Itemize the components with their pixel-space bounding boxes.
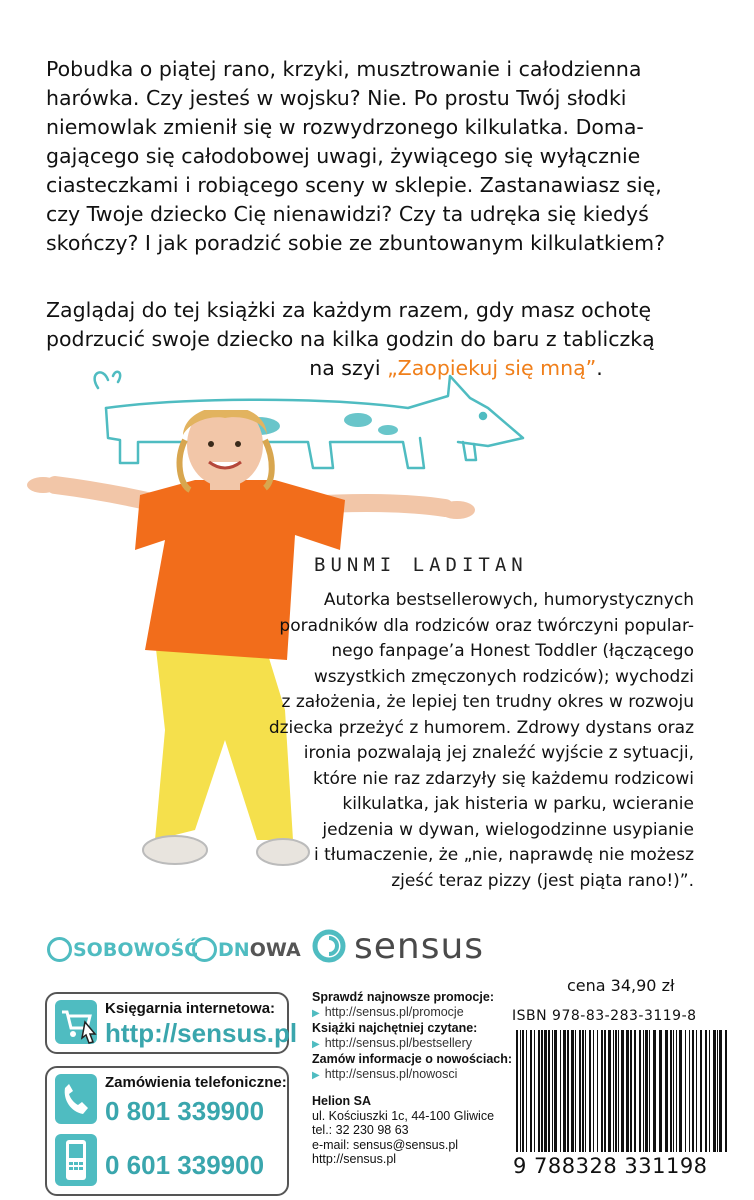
barcode-bar: [593, 1030, 594, 1152]
author-bio-line: Autorka bestsellerowych, humorystycznych: [323, 590, 694, 610]
barcode-bar: [676, 1030, 677, 1152]
barcode-bar: [626, 1030, 629, 1152]
barcode-bar: [621, 1030, 624, 1152]
barcode-bar: [665, 1030, 668, 1152]
barcode-bar: [705, 1030, 707, 1152]
barcode-bar: [670, 1030, 672, 1152]
sensus-logo: [312, 926, 484, 966]
author-bio-line: nego fanpage’a Honest Toddler (łączącego: [331, 641, 694, 661]
sensus-swirl-icon: [312, 929, 346, 963]
osobowosc-logo: [47, 930, 198, 970]
author-bio-line: kilkulatka, jak histeria w parku, wcieranie: [342, 794, 694, 814]
barcode-bar: [582, 1030, 584, 1152]
barcode-bar: [552, 1030, 553, 1152]
blurb-line: czy Twoje dziecko Cię nienawidzi? Czy ta udręka się kiedyś: [46, 202, 649, 226]
barcode-bar: [571, 1030, 574, 1152]
barcode-bar: [618, 1030, 619, 1152]
shop-url[interactable]: http://sensus.pl: [105, 1018, 298, 1048]
blurb-prefix: na szyi: [309, 356, 388, 380]
publisher-email[interactable]: e-mail: sensus@sensus.pl: [312, 1137, 459, 1152]
barcode-bar: [649, 1030, 650, 1152]
phone-number-1[interactable]: 0 801 339900: [105, 1096, 265, 1126]
barcode-bar: [520, 1030, 521, 1152]
news-link[interactable]: ▶ http://sensus.pl/nowosci: [312, 1067, 522, 1084]
sensus-wordmark: sensus: [354, 925, 485, 967]
barcode-bar: [516, 1030, 518, 1152]
barcode-bar: [534, 1030, 535, 1152]
author-bio: [224, 588, 694, 894]
barcode-bar: [713, 1030, 716, 1152]
barcode-bar: [719, 1030, 722, 1152]
publisher-name: Helion SA: [312, 1094, 372, 1108]
blurb-line: Zaglądaj do tej książki za każdym razem, gdy masz ochotę: [46, 298, 652, 322]
ring-o-icon: [47, 937, 72, 962]
author-bio-line: wszystkich zmęczonych rodziców); wychodzi: [313, 666, 694, 687]
barcode-bar: [575, 1030, 576, 1152]
blurb-paragraph-1: [46, 55, 706, 258]
price: cena 34,90 zł: [567, 976, 675, 995]
blurb-line: niemowlak zmienił się w rozwydrzonego kilkulatka. Doma-: [46, 115, 644, 139]
blurb-suffix: .: [596, 356, 603, 380]
phone-handset-icon: [55, 1074, 97, 1124]
phone-number-2[interactable]: 0 601 339900: [105, 1150, 265, 1180]
barcode-bar: [659, 1030, 662, 1152]
barcode-bar: [538, 1030, 540, 1152]
author-bio-line: i tłumaczenie, że „nie, naprawdę nie możesz: [313, 845, 694, 865]
blurb-line: Pobudka o piątej rano, krzyki, musztrowanie i całodzienna: [46, 57, 642, 81]
phone-orders-box: [45, 1066, 289, 1196]
barcode-bar: [673, 1030, 674, 1152]
online-shop-box[interactable]: [45, 992, 298, 1054]
barcode-bar: [685, 1030, 686, 1152]
promo-link[interactable]: ▶ http://sensus.pl/promocje: [312, 1005, 522, 1022]
author-bio-line: które nie raz zdarzyły się każdemu rodzicowi: [312, 768, 694, 789]
barcode-bar: [530, 1030, 532, 1152]
bestsellers-label: Książki najchętniej czytane:: [312, 1021, 478, 1035]
barcode-bar: [653, 1030, 656, 1152]
author-bio-line: poradników dla rodziców oraz twórczyni popular-: [279, 615, 694, 636]
isbn: ISBN 978-83-283-3119-8: [512, 1008, 697, 1024]
barcode-bar: [639, 1030, 641, 1152]
barcode-bar: [597, 1030, 598, 1152]
barcode-bar: [554, 1030, 557, 1152]
barcode-bar: [615, 1030, 617, 1152]
barcode-bar: [696, 1030, 697, 1152]
blurb-line: skończy? I jak poradzić sobie ze zbuntowanym kilkulatkiem?: [46, 231, 665, 255]
barcode-digits: 9 788328 331198: [513, 1154, 708, 1178]
ring-o-icon: [192, 937, 217, 962]
blurb-line: harówka. Czy jesteś w wojsku? Nie. Po prostu Twój słodki: [46, 86, 627, 110]
quote-text: „Zaopiekuj się mną”: [387, 356, 597, 380]
barcode-bar: [601, 1030, 603, 1152]
barcode-bar: [567, 1030, 569, 1152]
promo-links: [312, 990, 522, 1083]
promo-label: Sprawdź najnowsze promocje:: [312, 990, 494, 1004]
barcode-bar: [560, 1030, 561, 1152]
barcode-bar: [541, 1030, 543, 1152]
barcode-bar: [563, 1030, 566, 1152]
news-label: Zamów informacje o nowościach:: [312, 1052, 513, 1066]
barcode-bar: [579, 1030, 581, 1152]
mobile-phone-icon: [55, 1134, 97, 1186]
phone-label: Zamówienia telefoniczne:: [105, 1074, 287, 1091]
barcode-bar: [613, 1030, 614, 1152]
author-bio-line: zjeść teraz pizzy (jest piąta rano!)”.: [391, 870, 694, 891]
blurb-line: podrzucić swoje dziecko na kilka godzin do baru z tabliczką: [46, 327, 655, 351]
author-name: BUNMI LADITAN: [314, 554, 528, 576]
blurb-line: gającego się całodobowej uwagi, żywiącego się wyłącznie: [46, 144, 641, 168]
publisher-address: ul. Kościuszki 1c, 44-100 Gliwice: [312, 1108, 495, 1123]
author-bio-line: z założenia, że lepiej ten trudny okres w rozwoju: [281, 692, 694, 712]
barcode-bar: [689, 1030, 690, 1152]
odnowa-text-b: OWA: [249, 939, 301, 961]
odnowa-logo: [192, 930, 301, 970]
barcode-bar: [645, 1030, 648, 1152]
publisher-phone: tel.: 32 230 98 63: [312, 1123, 409, 1137]
barcode-bar: [526, 1030, 527, 1152]
barcode-bar: [679, 1030, 682, 1152]
barcode-bar: [604, 1030, 606, 1152]
barcode-bar: [717, 1030, 718, 1152]
barcode-bar: [643, 1030, 644, 1152]
barcode-bar: [589, 1030, 591, 1152]
barcode-bar: [630, 1030, 632, 1152]
barcode-bar: [709, 1030, 710, 1152]
osobowosc-text: SOBOWOŚĆ: [73, 939, 199, 961]
author-bio-line: ironia pozwalają jej znaleźć wyjście z sytuacji,: [303, 743, 694, 763]
cart-icon: [55, 1000, 97, 1044]
barcode-bar: [608, 1030, 611, 1152]
blurb-line: ciasteczkami i robiącego sceny w sklepie. Zastanawiasz się,: [46, 173, 662, 197]
bestsellers-link[interactable]: ▶ http://sensus.pl/bestsellery: [312, 1036, 522, 1053]
publisher-info: [312, 1094, 494, 1167]
barcode-bar: [692, 1030, 694, 1152]
barcode-bar: [522, 1030, 524, 1152]
author-bio-line: dziecka przeżyć z humorem. Zdrowy dystans oraz: [268, 717, 694, 738]
barcode-bar: [585, 1030, 586, 1152]
barcode-bar: [548, 1030, 550, 1152]
barcode-bar: [725, 1030, 727, 1152]
shop-label: Księgarnia internetowa:: [105, 1000, 276, 1017]
barcode-bar: [544, 1030, 547, 1152]
barcode: [514, 1030, 730, 1152]
publisher-url[interactable]: http://sensus.pl: [312, 1152, 397, 1166]
barcode-bar: [700, 1030, 702, 1152]
author-bio-line: jedzenia w dywan, wielogodzinne usypianie: [322, 819, 694, 840]
barcode-bar: [634, 1030, 636, 1152]
odnowa-text-a: DN: [218, 939, 250, 961]
